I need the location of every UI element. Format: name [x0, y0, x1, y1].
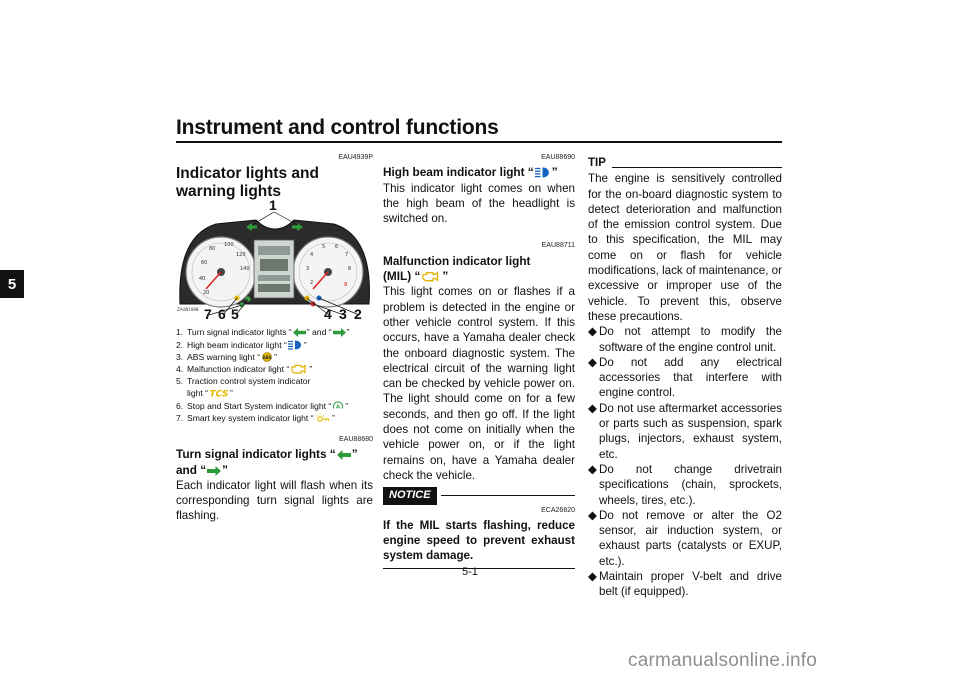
- list-item: ◆ Do not change drivetrain specifications (chain, sprockets, wheels, tires, etc.).: [588, 462, 782, 507]
- chapter-tab: 5: [0, 270, 24, 298]
- section-code: EAU4939P: [338, 154, 373, 161]
- tip-rule: [612, 167, 782, 168]
- watermark: carmanualsonline.info: [628, 650, 818, 671]
- bullet-icon: ◆: [588, 325, 597, 339]
- tip-header: [588, 156, 782, 171]
- svg-text:6: 6: [335, 244, 339, 251]
- turn-left-icon: [293, 328, 306, 337]
- high-beam-heading: High beam indicator light “ ”: [383, 165, 558, 180]
- svg-text:2: 2: [310, 280, 314, 287]
- figure-code: ZAUN1898: [177, 307, 199, 313]
- svg-text:4: 4: [310, 252, 314, 259]
- svg-text:120: 120: [236, 252, 246, 259]
- legend-item: 1. Turn signal indicator lights “ ” and “ ”: [176, 327, 350, 338]
- smart-key-icon: [315, 413, 329, 423]
- svg-text:ABS: ABS: [262, 354, 272, 360]
- svg-text:A: A: [336, 404, 341, 411]
- svg-text:80: 80: [209, 246, 216, 253]
- legend-item: 4. Malfunction indicator light “ ”: [176, 363, 313, 374]
- notice-code: ECA26820: [541, 506, 575, 514]
- mil-text: This light comes on or flashes if a problem is detected in the engine or other vehicle control system. If this occurs, have a Yamaha dealer check the onboard diagnostic system. The electrical circuit of the warning light can be checked by vehicle power on. The light should come on for a few seconds, and then go off. If the light does not come on initially when the vehicle power on, or if the light remains on, have a Yamaha dealer check the vehicle.: [383, 285, 575, 482]
- section-heading: Indicator lights and warning lights: [176, 165, 319, 201]
- callout-number: 2: [354, 306, 362, 323]
- section-code: EAU88690: [541, 154, 575, 161]
- figure-legend: [176, 326, 373, 424]
- stop-start-icon: [332, 401, 344, 411]
- list-item: ◆ Do not attempt to modify the software of the engine control unit.: [588, 325, 782, 354]
- bullet-icon: ◆: [588, 462, 597, 476]
- instrument-figure: [176, 197, 373, 323]
- mil-heading: Malfunction indicator light (MIL) “ ”: [383, 253, 531, 284]
- legend-item: 3. ABS warning light “ ABS ”: [176, 351, 277, 362]
- high-beam-text: This indicator light comes on when the high beam of the headlight is switched on.: [383, 181, 575, 226]
- svg-text:3: 3: [306, 266, 310, 273]
- legend-item: 5. Traction control system indicator light “ TCS ”: [176, 376, 311, 399]
- notice-end-rule: [383, 568, 575, 569]
- notice-rule: [441, 495, 575, 496]
- turn-right-icon: [207, 466, 221, 476]
- svg-text:TCS: TCS: [209, 389, 229, 399]
- list-item: ◆ Do not remove or alter the O2 sensor, air induction system, or exhaust parts (catalysts or EXUP, etc.).: [588, 508, 782, 568]
- legend-item: 2. High beam indicator light “ ”: [176, 339, 307, 350]
- engine-mil-icon: [421, 271, 441, 282]
- bullet-icon: ◆: [588, 355, 597, 369]
- column-1: [176, 150, 373, 524]
- page-number: 5-1: [462, 566, 478, 578]
- header-rule: [176, 141, 782, 143]
- callout-number: 7: [204, 306, 212, 323]
- callout-number: 3: [339, 306, 347, 323]
- high-beam-icon: [535, 167, 551, 178]
- instrument-cluster-illustration: [176, 204, 373, 322]
- column-3: [588, 150, 782, 600]
- section-code: EAU88711: [541, 242, 575, 250]
- bullet-icon: ◆: [588, 570, 597, 584]
- column-2: [383, 150, 575, 569]
- engine-mil-icon: [290, 364, 308, 374]
- callout-number: 1: [269, 197, 277, 214]
- list-item: ◆ Do not use aftermarket accessories or parts such as suspension, spark plugs, injectors, exhaust system, etc.: [588, 401, 782, 461]
- turn-left-icon: [337, 450, 351, 460]
- page-header-title: Instrument and control functions: [176, 116, 499, 139]
- notice-text: If the MIL starts flashing, reduce engine speed to prevent exhaust system damage.: [383, 518, 575, 563]
- abs-warning-icon: [261, 352, 273, 362]
- legend-item: 6. Stop and Start System indicator light “ A ”: [176, 400, 349, 411]
- callout-number: 5: [231, 306, 239, 323]
- svg-text:9: 9: [344, 282, 348, 289]
- tip-text: The engine is sensitively controlled for the on-board diagnostic system to detect deterioration and malfunction of the emission control system. Due to this specification, the MIL may come on or flash for vehicle modifications, lack of maintenance, or excessive or improper use of the vehicle. To prevent this, observe these precautions.: [588, 172, 782, 323]
- svg-text:8: 8: [348, 266, 352, 273]
- list-item: ◆ Do not add any electrical accessories that interfere with engine control.: [588, 355, 782, 400]
- legend-item: 7. Smart key system indicator light “ ”: [176, 412, 335, 423]
- section-code: EAU88680: [339, 435, 373, 443]
- list-item: ◆ Maintain proper V-belt and drive belt (if equipped).: [588, 570, 782, 599]
- high-beam-icon: [288, 340, 303, 350]
- callout-number: 6: [218, 306, 226, 323]
- svg-text:40: 40: [199, 276, 206, 283]
- precaution-list: [588, 324, 782, 599]
- turn-signal-heading: Turn signal indicator lights “ ” and “ ”: [176, 447, 358, 477]
- svg-text:5: 5: [322, 244, 326, 251]
- bullet-icon: ◆: [588, 401, 597, 415]
- svg-text:100: 100: [224, 242, 234, 249]
- svg-text:20: 20: [203, 290, 210, 297]
- traction-control-icon: [209, 388, 229, 398]
- turn-right-icon: [333, 328, 346, 337]
- callout-number: 4: [324, 306, 332, 323]
- bullet-icon: ◆: [588, 508, 597, 522]
- tip-label: TIP: [588, 157, 606, 169]
- svg-text:140: 140: [240, 266, 250, 273]
- svg-text:60: 60: [201, 260, 208, 267]
- notice-label: NOTICE: [383, 487, 437, 504]
- svg-text:7: 7: [345, 252, 349, 259]
- turn-signal-text: Each indicator light will flash when its corresponding turn signal lights are flashing.: [176, 478, 373, 523]
